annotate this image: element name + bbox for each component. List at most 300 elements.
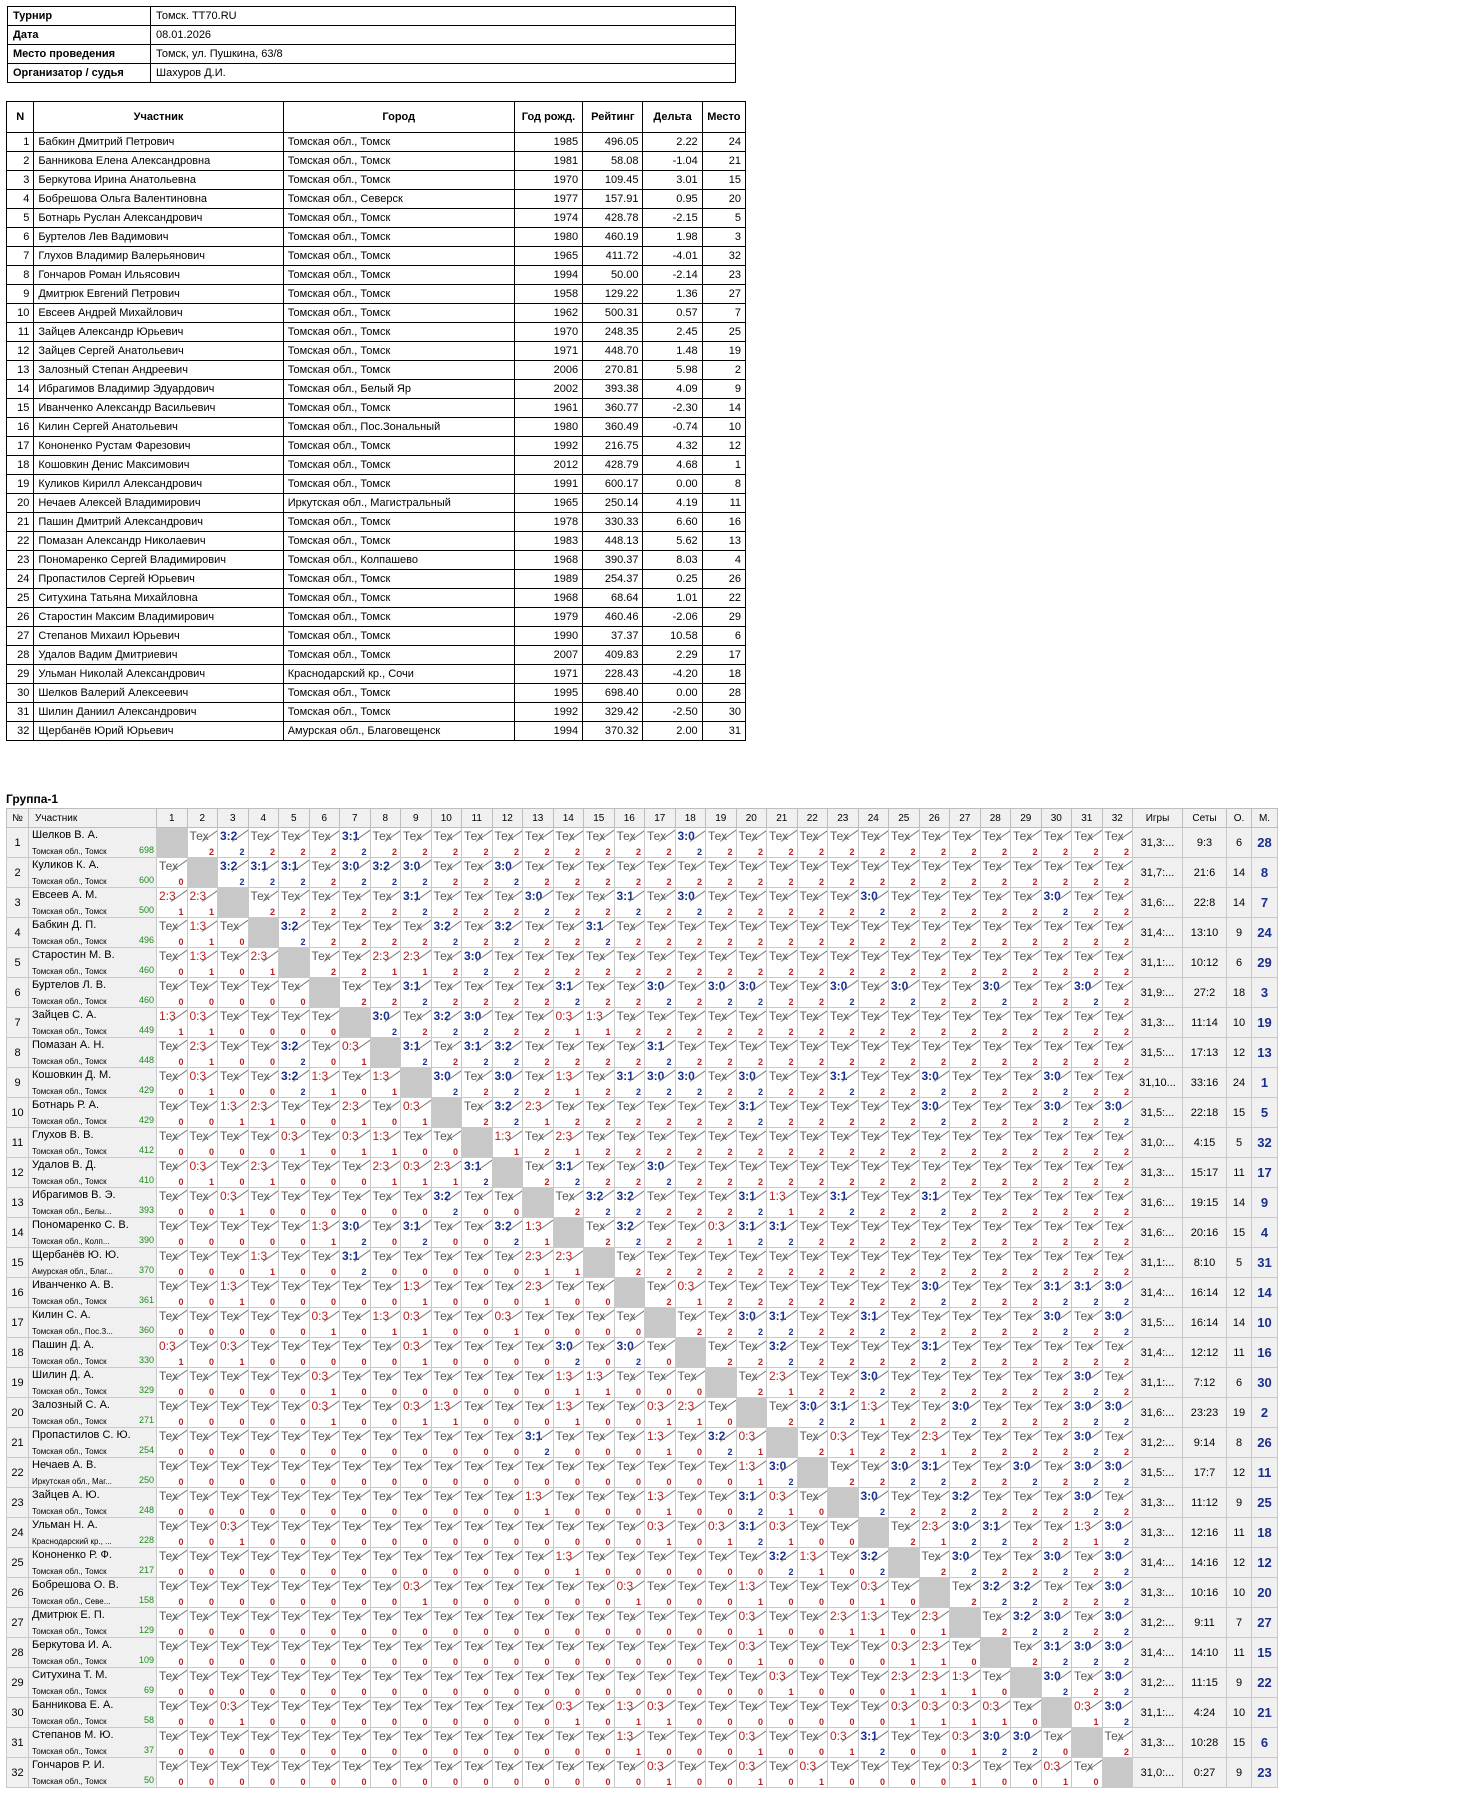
- match-points: 0: [300, 1657, 306, 1667]
- match-points: 2: [1093, 847, 1099, 857]
- match-score: 3:2: [860, 1549, 878, 1563]
- match-cell: [614, 1158, 645, 1188]
- match-cell: [248, 1548, 279, 1578]
- match-points: 2: [879, 1567, 885, 1577]
- match-tech: Тех: [769, 829, 789, 843]
- match-points: 0: [483, 1747, 489, 1757]
- match-points: 0: [178, 1717, 184, 1727]
- match-tech: Тех: [342, 1369, 362, 1383]
- match-tech: Тех: [952, 1129, 972, 1143]
- match-tech: Тех: [220, 1069, 240, 1083]
- match-tech: Тех: [799, 829, 819, 843]
- participant-cell: 30: [702, 703, 745, 722]
- match-score: 1:3: [555, 1369, 573, 1383]
- match-points: 2: [879, 907, 885, 917]
- match-tech: Тех: [1074, 1009, 1094, 1023]
- grid-self-cell: [828, 1488, 859, 1518]
- participant-cell: 14: [702, 399, 745, 418]
- match-points: 0: [330, 1147, 336, 1157]
- match-tech: Тех: [403, 1549, 423, 1563]
- match-cell: [187, 1308, 218, 1338]
- match-score: 0:3: [647, 1759, 664, 1773]
- player-name: Дмитрюк Е. П.: [32, 1609, 105, 1621]
- match-tech: Тех: [372, 829, 392, 843]
- match-tech: Тех: [891, 1219, 911, 1233]
- match-points: 0: [635, 1477, 641, 1487]
- match-tech: Тех: [220, 1309, 240, 1323]
- player-sets: 11:12: [1183, 1488, 1227, 1518]
- match-cell: [462, 1218, 493, 1248]
- match-score: 3:1: [281, 859, 299, 873]
- match-tech: Тех: [677, 1249, 697, 1263]
- player-place: 2: [1252, 1398, 1278, 1428]
- player-place: 8: [1252, 858, 1278, 888]
- match-cell: [1011, 978, 1042, 1008]
- player-name: Шелков В. А.: [32, 829, 99, 841]
- match-points: 0: [300, 1717, 306, 1727]
- match-points: 2: [971, 967, 977, 977]
- match-points: 0: [422, 1147, 428, 1157]
- match-tech: Тех: [1013, 1489, 1033, 1503]
- participant-cell: 329.42: [583, 703, 643, 722]
- match-tech: Тех: [433, 1369, 453, 1383]
- match-tech: Тех: [525, 859, 545, 873]
- match-points: 2: [605, 967, 611, 977]
- match-tech: Тех: [281, 1249, 301, 1263]
- participant-row: [7, 190, 746, 209]
- match-cell: [980, 1278, 1011, 1308]
- match-points: 2: [757, 1297, 763, 1307]
- match-tech: Тех: [433, 1129, 453, 1143]
- match-tech: Тех: [1043, 829, 1063, 843]
- match-cell: [797, 1128, 828, 1158]
- match-cell: [889, 1398, 920, 1428]
- match-cell: [340, 858, 371, 888]
- match-points: 0: [361, 1327, 367, 1337]
- match-tech: Тех: [494, 1639, 514, 1653]
- participant-cell: 1961: [514, 399, 582, 418]
- participant-cell: Пропастилов Сергей Юрьевич: [34, 570, 283, 589]
- match-cell: [645, 1158, 676, 1188]
- match-cell: [248, 1758, 279, 1788]
- player-region: Томская обл., Томск: [32, 1087, 107, 1096]
- grid-row: [7, 1758, 1278, 1788]
- match-tech: Тех: [1074, 1549, 1094, 1563]
- match-tech: Тех: [677, 949, 697, 963]
- match-cell: [1072, 1698, 1103, 1728]
- match-cell: [828, 858, 859, 888]
- match-tech: Тех: [921, 1129, 941, 1143]
- match-cell: [980, 1488, 1011, 1518]
- match-tech: Тех: [738, 949, 758, 963]
- match-points: 0: [300, 1777, 306, 1787]
- match-tech: Тех: [708, 1039, 728, 1053]
- match-points: 0: [452, 1147, 458, 1157]
- match-tech: Тех: [403, 919, 423, 933]
- match-points: 2: [391, 937, 397, 947]
- match-points: 2: [1001, 1087, 1007, 1097]
- match-cell: [279, 1158, 310, 1188]
- match-tech: Тех: [494, 949, 514, 963]
- match-cell: [553, 1698, 584, 1728]
- match-cell: [889, 1278, 920, 1308]
- match-points: 1: [513, 1327, 519, 1337]
- match-points: 1: [666, 1717, 672, 1727]
- match-tech: Тех: [677, 1729, 697, 1743]
- match-cell: [1041, 1548, 1072, 1578]
- match-points: 2: [849, 877, 855, 887]
- match-points: 1: [666, 1507, 672, 1517]
- match-cell: [218, 1668, 249, 1698]
- match-points: 2: [513, 847, 519, 857]
- match-cell: [340, 978, 371, 1008]
- match-tech: Тех: [1074, 1039, 1094, 1053]
- match-cell: [1011, 1218, 1042, 1248]
- match-tech: Тех: [860, 1699, 880, 1713]
- player-sets: 12:16: [1183, 1518, 1227, 1548]
- match-cell: [980, 978, 1011, 1008]
- participant-cell: 1970: [514, 323, 582, 342]
- match-cell: [370, 1488, 401, 1518]
- match-points: 2: [605, 847, 611, 857]
- match-cell: [370, 1458, 401, 1488]
- match-tech: Тех: [250, 1459, 270, 1473]
- match-tech: Тех: [1013, 1099, 1033, 1113]
- match-points: 2: [910, 1327, 916, 1337]
- match-tech: Тех: [464, 1429, 484, 1443]
- match-cell: [858, 1698, 889, 1728]
- match-score: 3:0: [1104, 1579, 1122, 1593]
- match-points: 0: [452, 1447, 458, 1457]
- match-points: 2: [1062, 1147, 1068, 1157]
- match-cell: [1011, 1128, 1042, 1158]
- match-cell: [919, 1098, 950, 1128]
- match-points: 0: [910, 1777, 916, 1787]
- player-region: Томская обл., Томск: [32, 907, 107, 916]
- match-points: 0: [269, 1657, 275, 1667]
- match-tech: Тех: [433, 949, 453, 963]
- match-points: 0: [330, 1447, 336, 1457]
- match-points: 0: [910, 1627, 916, 1637]
- match-points: 0: [574, 1297, 580, 1307]
- player-place: 21: [1252, 1698, 1278, 1728]
- participant-cell: Томская обл., Томск: [283, 399, 514, 418]
- match-cell: [736, 1098, 767, 1128]
- match-points: 0: [483, 1567, 489, 1577]
- match-cell: [706, 918, 737, 948]
- match-points: 2: [727, 937, 733, 947]
- match-points: 2: [361, 847, 367, 857]
- match-tech: Тех: [891, 1579, 911, 1593]
- match-tech: Тех: [372, 1519, 392, 1533]
- participant-cell: 3: [702, 228, 745, 247]
- match-points: 1: [544, 1117, 550, 1127]
- match-cell: [828, 1398, 859, 1428]
- match-points: 2: [574, 967, 580, 977]
- match-score: 3:1: [403, 1039, 421, 1053]
- match-tech: Тех: [525, 1519, 545, 1533]
- match-cell: [218, 1758, 249, 1788]
- player-rating: 129: [138, 1625, 154, 1635]
- match-cell: [340, 1218, 371, 1248]
- match-tech: Тех: [433, 1519, 453, 1533]
- match-points: 2: [1062, 1207, 1068, 1217]
- participants-header: Рейтинг: [583, 102, 643, 133]
- match-score: 3:1: [403, 979, 421, 993]
- player-rating: 370: [138, 1265, 154, 1275]
- match-cell: [828, 1428, 859, 1458]
- match-cell: [309, 918, 340, 948]
- match-points: 2: [1123, 1747, 1129, 1757]
- match-cell: [919, 1068, 950, 1098]
- match-points: 0: [269, 1147, 275, 1157]
- match-tech: Тех: [189, 1369, 209, 1383]
- match-tech: Тех: [1013, 1129, 1033, 1143]
- match-tech: Тех: [281, 1729, 301, 1743]
- player-rating: 360: [138, 1325, 154, 1335]
- player-sets: 4:15: [1183, 1128, 1227, 1158]
- match-cell: [248, 1038, 279, 1068]
- match-cell: [279, 1218, 310, 1248]
- match-points: 0: [422, 1717, 428, 1727]
- match-cell: [980, 828, 1011, 858]
- match-score: 2:3: [342, 1099, 359, 1113]
- match-tech: Тех: [586, 1429, 606, 1443]
- match-tech: Тех: [159, 859, 179, 873]
- match-tech: Тех: [891, 1129, 911, 1143]
- match-tech: Тех: [403, 1729, 423, 1743]
- match-points: 2: [422, 1237, 428, 1247]
- match-cell: [157, 1218, 188, 1248]
- match-cell: [523, 1518, 554, 1548]
- match-score: 2:3: [433, 1159, 451, 1173]
- match-tech: Тех: [1043, 1729, 1063, 1743]
- grid-header-opponent: 14: [553, 809, 584, 828]
- match-cell: [523, 888, 554, 918]
- match-score: 1:3: [525, 1489, 542, 1503]
- match-cell: [492, 1428, 523, 1458]
- grid-row: [7, 948, 1278, 978]
- match-points: 2: [788, 1237, 794, 1247]
- match-points: 2: [788, 1147, 794, 1157]
- match-tech: Тех: [555, 1729, 575, 1743]
- match-points: 0: [208, 1687, 214, 1697]
- match-score: 0:3: [952, 1729, 969, 1743]
- match-tech: Тех: [464, 1729, 484, 1743]
- match-score: 2:3: [250, 1159, 268, 1173]
- match-cell: [340, 1278, 371, 1308]
- match-points: 2: [1032, 907, 1038, 917]
- match-score: 3:0: [525, 889, 543, 903]
- match-tech: Тех: [1104, 1369, 1124, 1383]
- match-tech: Тех: [799, 979, 819, 993]
- match-tech: Тех: [311, 1189, 331, 1203]
- participant-cell: 5.98: [643, 361, 702, 380]
- match-points: 0: [208, 1237, 214, 1247]
- match-tech: Тех: [464, 1369, 484, 1383]
- match-points: 2: [727, 1177, 733, 1187]
- match-score: 0:3: [220, 1339, 237, 1353]
- match-tech: Тех: [677, 919, 697, 933]
- match-cell: [1011, 1608, 1042, 1638]
- match-points: 1: [452, 1417, 458, 1427]
- participant-cell: 1.98: [643, 228, 702, 247]
- match-points: 2: [849, 1327, 855, 1337]
- match-cell: [492, 1608, 523, 1638]
- match-points: 0: [452, 1597, 458, 1607]
- match-score: 0:3: [677, 1279, 695, 1293]
- match-tech: Тех: [372, 1369, 392, 1383]
- participant-row: [7, 247, 746, 266]
- player-place: 20: [1252, 1578, 1278, 1608]
- match-tech: Тех: [372, 1099, 392, 1113]
- match-cell: [950, 1098, 981, 1128]
- match-points: 2: [971, 1057, 977, 1067]
- match-cell: [950, 1428, 981, 1458]
- match-tech: Тех: [586, 1729, 606, 1743]
- match-cell: [523, 1098, 554, 1128]
- match-cell: [431, 1038, 462, 1068]
- match-score: 2:3: [403, 949, 420, 963]
- match-score: 3:2: [494, 1099, 512, 1113]
- match-tech: Тех: [555, 1669, 575, 1683]
- match-tech: Тех: [708, 1189, 728, 1203]
- match-tech: Тех: [982, 919, 1002, 933]
- match-tech: Тех: [1013, 1549, 1033, 1563]
- match-cell: [889, 1158, 920, 1188]
- match-cell: [614, 1248, 645, 1278]
- match-tech: Тех: [403, 1369, 423, 1383]
- match-points: 0: [178, 1567, 184, 1577]
- match-cell: [889, 1488, 920, 1518]
- match-cell: [584, 1578, 615, 1608]
- match-score: 3:0: [982, 1729, 1000, 1743]
- match-cell: [1041, 1098, 1072, 1128]
- match-points: 2: [910, 1537, 916, 1547]
- match-tech: Тех: [311, 859, 331, 873]
- match-cell: [370, 1578, 401, 1608]
- match-score: 2:3: [189, 1039, 207, 1053]
- match-cell: [1011, 1398, 1042, 1428]
- match-score: 1:3: [1074, 1519, 1091, 1533]
- match-cell: [645, 978, 676, 1008]
- match-cell: [584, 1008, 615, 1038]
- match-points: 2: [1062, 1027, 1068, 1037]
- match-tech: Тех: [891, 1069, 911, 1083]
- grid-header-sets: Сеты: [1183, 809, 1227, 828]
- match-cell: [523, 1698, 554, 1728]
- match-tech: Тех: [677, 1369, 697, 1383]
- player-games: 31,5:...: [1133, 1308, 1183, 1338]
- participant-cell: Томская обл., Томск: [283, 589, 514, 608]
- match-cell: [462, 1098, 493, 1128]
- match-cell: [157, 1248, 188, 1278]
- grid-row: [7, 1578, 1278, 1608]
- match-points: 2: [940, 1027, 946, 1037]
- match-tech: Тех: [830, 1039, 850, 1053]
- match-points: 1: [269, 1177, 275, 1187]
- match-tech: Тех: [311, 949, 331, 963]
- match-cell: [1011, 1008, 1042, 1038]
- match-tech: Тех: [769, 1069, 789, 1083]
- match-points: 1: [910, 1687, 916, 1697]
- match-cell: [370, 1428, 401, 1458]
- match-points: 2: [1123, 1387, 1129, 1397]
- match-cell: [584, 888, 615, 918]
- match-points: 0: [422, 1537, 428, 1547]
- player-place: 3: [1252, 978, 1278, 1008]
- participant-cell: 1980: [514, 228, 582, 247]
- grid-row-num: 23: [7, 1488, 29, 1518]
- match-score: 3:2: [769, 1339, 787, 1353]
- match-cell: [431, 1578, 462, 1608]
- match-points: 1: [239, 1207, 245, 1217]
- match-cell: [523, 1008, 554, 1038]
- match-cell: [675, 1398, 706, 1428]
- match-tech: Тех: [1013, 1369, 1033, 1383]
- match-cell: [1041, 1578, 1072, 1608]
- match-points: 0: [452, 1237, 458, 1247]
- match-cell: [767, 1098, 798, 1128]
- match-points: 0: [818, 1537, 824, 1547]
- match-cell: [309, 1638, 340, 1668]
- match-points: 2: [1001, 1267, 1007, 1277]
- match-points: 2: [1032, 967, 1038, 977]
- participant-cell: 6.60: [643, 513, 702, 532]
- match-cell: [157, 1548, 188, 1578]
- match-points: 0: [574, 1777, 580, 1787]
- match-points: 2: [1093, 1507, 1099, 1517]
- match-score: 0:3: [952, 1699, 969, 1713]
- info-label: Организатор / судья: [8, 64, 151, 83]
- match-cell: [950, 1008, 981, 1038]
- match-points: 0: [971, 1657, 977, 1667]
- participant-row: [7, 722, 746, 741]
- match-cell: [645, 1398, 676, 1428]
- match-tech: Тех: [311, 889, 331, 903]
- match-points: 2: [1123, 1657, 1129, 1667]
- match-points: 0: [879, 1687, 885, 1697]
- match-points: 1: [513, 1147, 519, 1157]
- match-points: 0: [178, 1597, 184, 1607]
- grid-self-cell: [950, 1608, 981, 1638]
- participant-cell: 3.01: [643, 171, 702, 190]
- match-points: 0: [452, 1777, 458, 1787]
- match-points: 0: [452, 1537, 458, 1547]
- match-cell: [187, 1398, 218, 1428]
- match-tech: Тех: [708, 1099, 728, 1113]
- match-cell: [553, 1428, 584, 1458]
- match-cell: [1041, 828, 1072, 858]
- match-points: 2: [422, 1027, 428, 1037]
- match-tech: Тех: [555, 1459, 575, 1473]
- grid-player-cell: [29, 1608, 157, 1638]
- match-points: 2: [452, 1027, 458, 1037]
- match-tech: Тех: [891, 1309, 911, 1323]
- match-cell: [279, 1458, 310, 1488]
- match-cell: [706, 1128, 737, 1158]
- match-points: 0: [239, 1147, 245, 1157]
- participant-cell: Бобрешова Ольга Валентиновна: [34, 190, 283, 209]
- participant-cell: 2: [7, 152, 34, 171]
- match-points: 0: [727, 1687, 733, 1697]
- match-points: 0: [361, 1387, 367, 1397]
- match-points: 2: [1123, 1087, 1129, 1097]
- match-tech: Тех: [616, 1009, 636, 1023]
- match-cell: [157, 1668, 188, 1698]
- match-cell: [736, 1428, 767, 1458]
- grid-header-opponent: 6: [309, 809, 340, 828]
